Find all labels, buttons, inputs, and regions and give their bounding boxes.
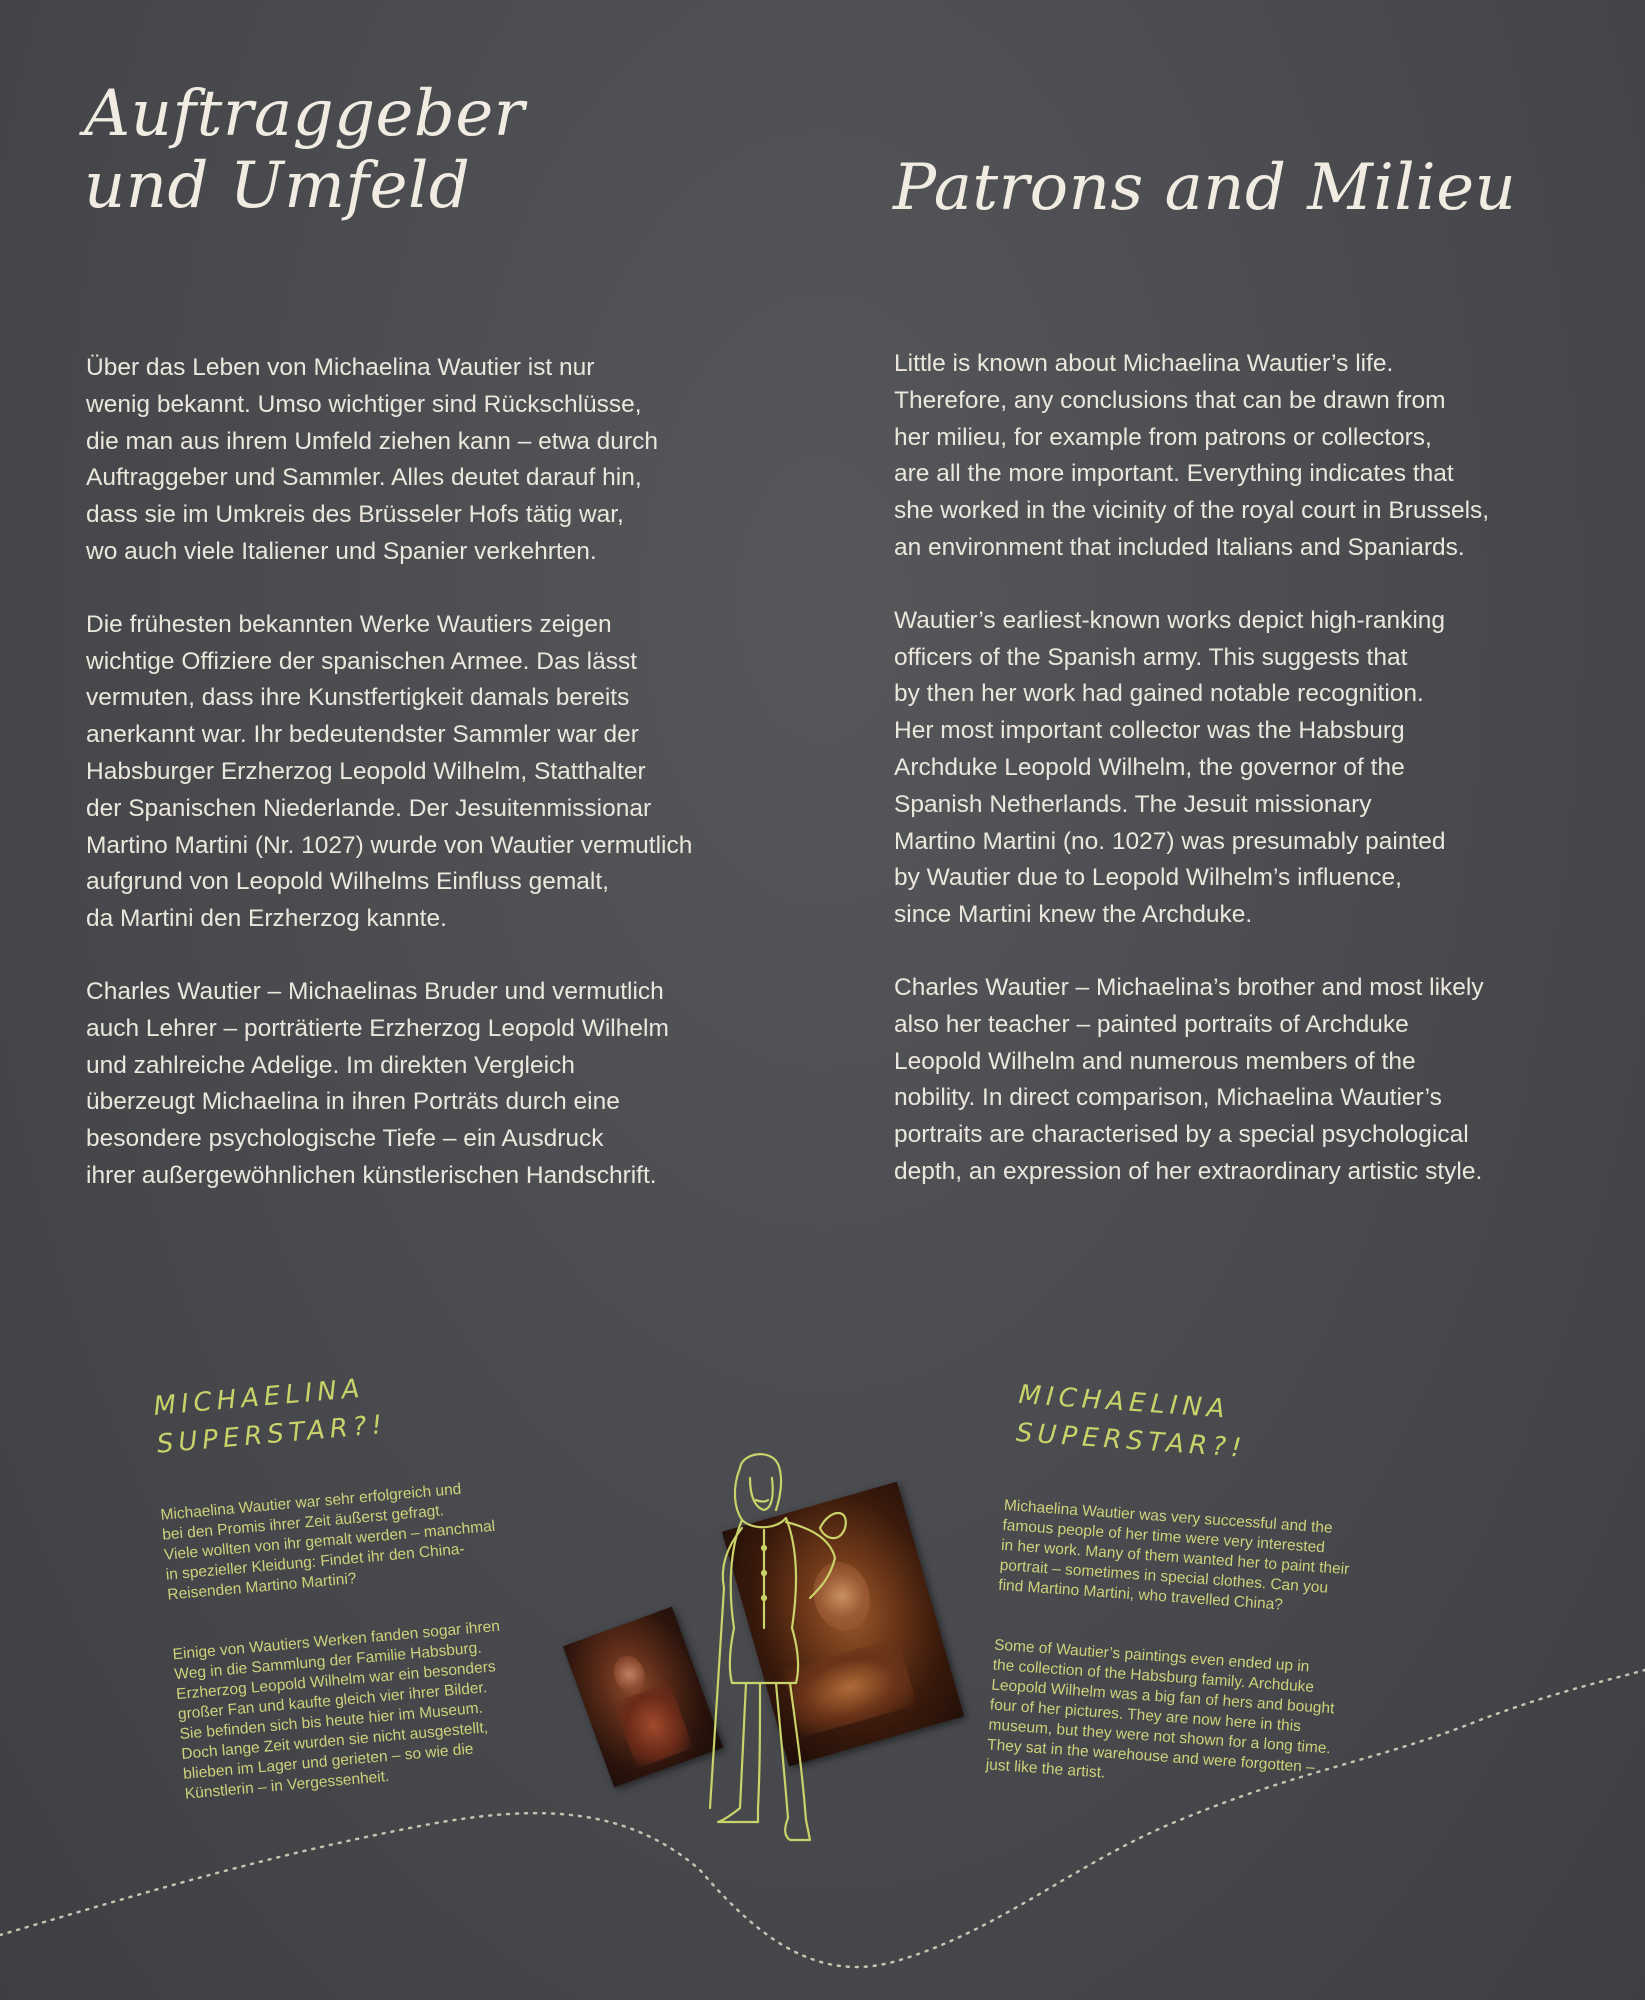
german-heading-line-2: und Umfeld bbox=[84, 149, 471, 223]
german-paragraph-3: Charles Wautier – Michaelinas Bruder und vermutlich auch Lehrer – porträtierte Erzherzog Leopold Wilhelm und zahlreiche Adelige. Im direkten Vergleich überzeugt Michaelina in ihren Porträts durch eine besondere psychologische Tiefe – ein Ausdruck ihrer außergewöhnlichen künstlerischen Handschrift. bbox=[86, 977, 669, 1189]
english-paragraph-2: Wautier’s earliest-known works depict high-ranking officers of the Spanish army. This suggests that by then her work had gained notable recognition. Her most important collector was the Habsburg Archduke Leopold Wilhelm, the governor of the Spanish Netherlands. The Jesuit missionary Martino Martini (no. 1027) was presumably painted by Wautier due to Leopold Wilhelm’s influence, since Martini knew the Archduke. bbox=[894, 606, 1446, 929]
german-heading-line-1: Auftraggeber bbox=[84, 77, 525, 151]
kids-german-paragraph-2: Einige von Wautiers Werken fanden sogar ihren Weg in die Sammlung der Familie Habsburg. Erzherzog Leopold Wilhelm war ein besonders großer Fan und kaufte gleich vier ihrer Bilder. Sie befinden sich bis heute hier im Museum. Doch lange Zeit wurden sie nicht ausgestellt, blieben im Lager und gerieten – so wie die Künstlerin – in Vergessenheit. bbox=[172, 1617, 501, 1803]
english-heading: Patrons and Milieu bbox=[893, 151, 1517, 225]
german-paragraph-1: Über das Leben von Michaelina Wautier ist nur wenig bekannt. Umso wichtiger sind Rückschlüsse, die man aus ihrem Umfeld ziehen kann – etwa durch Auftraggeber und Sammler. Alles deutet darauf hin, dass sie im Umkreis des Brüsseler Hofs tätig war, wo auch viele Italiener und Spanier verkehrten. bbox=[86, 354, 658, 565]
kids-title-german: MICHAELINA SUPERSTAR?! bbox=[152, 1373, 389, 1460]
kids-english-paragraph-1: Michaelina Wautier was very successful and the famous people of her time were very interested in her work. Many of them wanted her to paint their portrait – sometimes in special clothes. Can you find Martino Martini, who travelled China? bbox=[997, 1496, 1350, 1614]
kids-text-english bbox=[982, 1476, 1435, 1845]
cavalier-figure-illustration bbox=[680, 1448, 880, 1848]
kids-title-english: MICHAELINA SUPERSTAR?! bbox=[1014, 1379, 1248, 1464]
english-paragraph-3: Charles Wautier – Michaelina’s brother and most likely also her teacher – painted portraits of Archduke Leopold Wilhelm and numerous members of the nobility. In direct comparison, Michaelina Wautier’s portraits are characterised by a special psychological depth, an expression of her extraordinary artistic style. bbox=[894, 973, 1484, 1185]
english-paragraph-1: Little is known about Michaelina Wautier’s life. Therefore, any conclusions that can be drawn from her milieu, for example from patrons or collectors, are all the more important. Everything indicates that she worked in the vicinity of the royal court in Brussels, an environment that included Italians and Spaniards. bbox=[894, 350, 1490, 561]
kids-german-paragraph-1: Michaelina Wautier war sehr erfolgreich und bei den Promis ihrer Zeit äußerst gefragt. Viele wollten von ihr gemalt werden – manchmal in spezieller Kleidung: Findet ihr den China- Reisenden Martino Martini? bbox=[159, 1480, 496, 1604]
kids-english-paragraph-2: Some of Wautier’s paintings even ended up in the collection of the Habsburg family. Archduke Leopold Wilhelm was a big fan of hers and bought four of her pictures. They are now here in this museum, but they were not shown for a long time. They sat in the warehouse and were forgotten – just like the artist. bbox=[985, 1636, 1335, 1782]
kids-text-german bbox=[158, 1449, 608, 1844]
german-paragraph-2: Die frühesten bekannten Werke Wautiers zeigen wichtige Offiziere der spanischen Armee. Das lässt vermuten, dass ihre Kunstfertigkeit damals bereits anerkannt war. Ihr bedeutendster Sammler war der Habsburger Erzherzog Leopold Wilhelm, Statthalter der Spanischen Niederlande. Der Jesuitenmissionar Martino Martini (Nr. 1027) wurde von Wautier vermutlich aufgrund von Leopold Wilhelms Einfluss gemalt, da Martini den Erzherzog kannte. bbox=[86, 610, 693, 933]
